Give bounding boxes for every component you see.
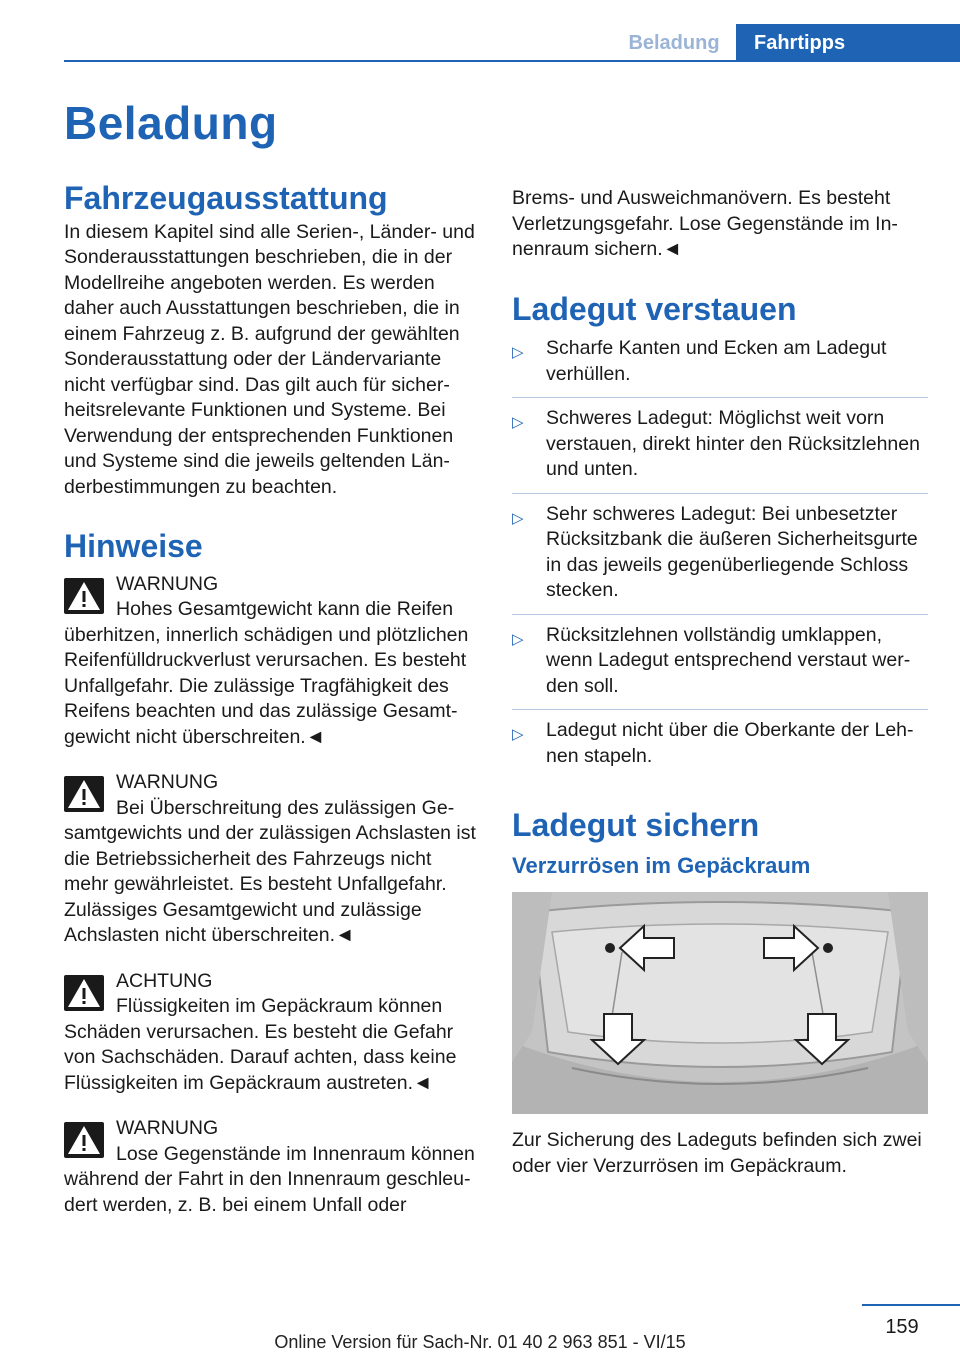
triangle-bullet-icon: ▷ [512,726,524,743]
warning-label: WARNUNG [116,1117,219,1139]
warning-note-1 [64,572,480,751]
section-text-fahrzeugausstattung: In diesem Kapitel sind alle Serien-, Länder- und Sonderausstattungen beschrieben, die in der Modellreihe angeboten werden. Es werden daher auch Ausstattungen beschrieben, die in einem Fahrzeug z. B. aufgrund der gewählten Sonderausstattung oder der Ländervariante nicht verfügbar sind. Das gilt auch für sicherheitsrelevante Funktionen und Systeme. Bei Verwendung der entsprechenden Funktionen und Systeme sind die jeweils geltenden Länderbestimmungen zu beachten. [64,220,475,498]
warning-note-3 [64,1116,480,1218]
section-title-ladegut-verstauen: Ladegut verstauen [512,290,797,327]
warning-triangle-icon [64,578,104,614]
page-title: Beladung [64,97,278,149]
list-item: ▷ Rücksitzlehnen vollständig umklappen, wenn Ladegut entsprechend verstaut werden soll. [512,623,928,711]
warning-triangle-icon [64,975,104,1011]
section-title-ladegut-sichern: Ladegut sichern [512,807,760,843]
tab-fahrtipps[interactable]: Fahrtipps [736,24,960,62]
section-title-hinweise: Hinweise [64,528,203,564]
page-number: 159 [885,1316,919,1338]
list-item: ▷ Ladegut nicht über die Oberkante der Lehnen stapeln. [512,719,914,767]
warning-triangle-icon [64,1122,104,1158]
triangle-bullet-icon: ▷ [512,414,524,431]
footer-rule [862,1304,960,1306]
caution-text: Flüssigkeiten im Gepäckraum können Schäden verursachen. Es besteht die Gefahr von Sachschäden. Darauf achten, dass keine Flüssigkeiten im Gepäckraum austreten.◄ [64,995,457,1094]
caution-note [64,969,480,1097]
caution-label: ACHTUNG [116,969,213,992]
left-column [64,180,480,1218]
warning-text: Bei Überschreitung des zulässigen Gesamtgewichts und der zulässigen Achslasten ist die Betriebssicherheit des Fahrzeugs nicht mehr gewährleistet. Es besteht Unfallgefahr. Zulässiges Gesamtgewicht und zulässige Achslasten nicht überschreiten.◄ [64,796,476,946]
triangle-bullet-icon: ▷ [512,509,524,527]
footer-version-text: Online Version für Sach-Nr. 01 40 2 963 851 - VI/15 [274,1332,686,1352]
right-column [512,186,928,1179]
subsection-title-verzurroesen: Verzurrösen im Gepäckraum [512,852,811,878]
list-item: ▷ Schweres Ladegut: Möglichst weit vorn verstauen, direkt hinter den Rücksitzlehnen und unten. [512,406,928,494]
warning-label: WARNUNG [116,771,219,793]
warning-triangle-icon [64,776,104,812]
warning-text: Lose Gegenstände im Innenraum können während der Fahrt in den Innenraum geschleudert werden, z. B. bei einem Unfall oder [64,1142,475,1216]
figure-caption-text: Zur Sicherung des Ladeguts befinden sich zwei oder vier Verzurrösen im Gepäckraum. [512,1129,922,1177]
list-item: ▷ Scharfe Kanten und Ecken am Ladegut verhüllen. [512,336,928,398]
warning-text: Hohes Gesamtgewicht kann die Reifen überhitzen, innerlich schädigen und plötzlichen Reifenfülldruckverlust verursachen. Es besteht Unfallgefahr. Die zulässige Tragfähigkeit des Reifens beachten und das zulässige Gesamtgewicht nicht überschreiten.◄ [64,598,469,748]
tab-beladung[interactable]: Beladung [628,32,720,54]
warning-label: WARNUNG [116,572,219,595]
trunk-lashing-eyes-illustration [512,892,928,1114]
continued-warning-text: Brems- und Ausweichmanövern. Es besteht Verletzungsgefahr. Lose Gegenstände im Innenraum sichern.◄ [512,187,898,260]
section-title-fahrzeugausstattung: Fahrzeugausstattung [64,180,388,216]
loading-tips-list [512,336,928,779]
warning-note-2 [64,770,480,949]
triangle-bullet-icon: ▷ [512,630,524,648]
list-item: ▷ Sehr schweres Ladegut: Bei unbesetzter Rücksitzbank die äußeren Sicherheitsgurte in das jeweils gegenüberliegende Schloss stecken. [512,502,928,615]
triangle-bullet-icon: ▷ [512,344,524,361]
